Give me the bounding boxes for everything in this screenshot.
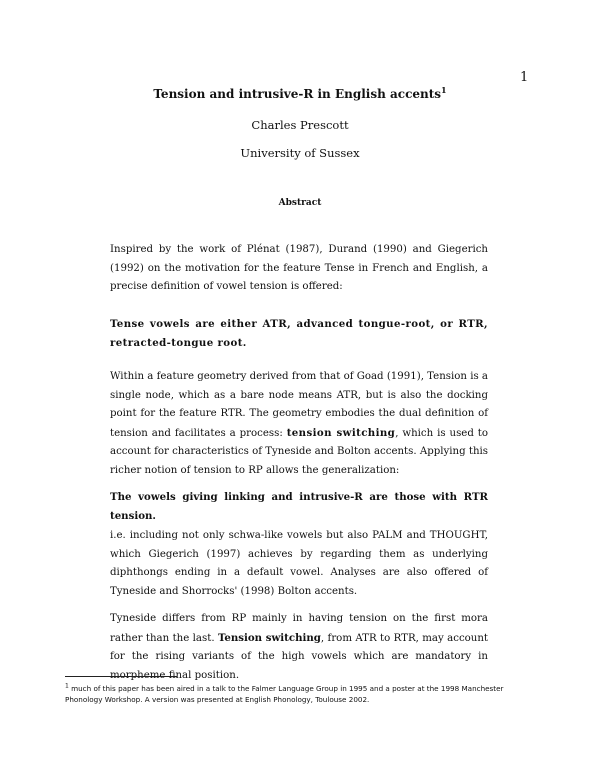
tension-switching-term-2: Tension switching (217, 631, 321, 644)
page-number: 1 (520, 70, 529, 85)
author-affiliation: University of Sussex (240, 146, 360, 160)
paragraph-3-part-a: Within a feature geometry derived from that of Goad (1991), Tension is a single node, which as a bare node means ATR, but is also the docking point for the feature RTR. The geometry embodies the dual definition of tension and facilitates a process: (110, 371, 488, 439)
abstract-paragraph-6 (110, 610, 488, 685)
paragraph-3-part-c: , which is used to account for characteristics of Tyneside and Bolton accents. Applying this richer notion of tension to RP allows the generalization: (110, 427, 488, 476)
footnote-mark: 1 (65, 682, 69, 690)
footnote (65, 683, 525, 705)
footnote-text: much of this paper has been aired in a talk to the Falmer Language Group in 1995 and a poster at the 1998 Manchester Phonology Workshop. A version was presented at English Phonology, Toulouse 2002. (65, 684, 504, 704)
abstract-paragraph-5: i.e. including not only schwa-like vowels but also PALM and THOUGHT, which Giegerich (1997) achieves by regarding them as underlying diphthongs ending in a default vowel. Analyses are also offered of Tyneside and Shorrocks' (1998) Bolton accents. (110, 530, 488, 597)
paper-title (0, 87, 600, 101)
abstract-key-definition: Tense vowels are either ATR, advanced tongue-root, or RTR, retracted-tongue root. (110, 318, 488, 349)
title-footnote-mark: 1 (441, 85, 447, 95)
tension-switching-term: tension switching (286, 426, 396, 439)
footnote-divider (65, 676, 177, 677)
paragraph-6-part-c: , from ATR to RTR, may account for the rising variants of the high vowels which are mandatory in morpheme final position. (110, 632, 488, 681)
abstract-generalization: The vowels giving linking and intrusive-R are those with RTR tension. (110, 491, 488, 522)
paper-title-text: Tension and intrusive-R in English accents (153, 87, 442, 101)
paragraph-6-part-a: Tyneside differs from RP mainly in having tension on the first mora rather than the last. (110, 613, 488, 644)
abstract-paragraph-3 (110, 368, 488, 480)
abstract-heading: Abstract (278, 198, 322, 208)
author-name: Charles Prescott (251, 118, 349, 132)
abstract-paragraph-1: Inspired by the work of Plénat (1987), Durand (1990) and Giegerich (1992) on the motivation for the feature Tense in French and English, a precise definition of vowel tension is offered: (110, 244, 488, 292)
